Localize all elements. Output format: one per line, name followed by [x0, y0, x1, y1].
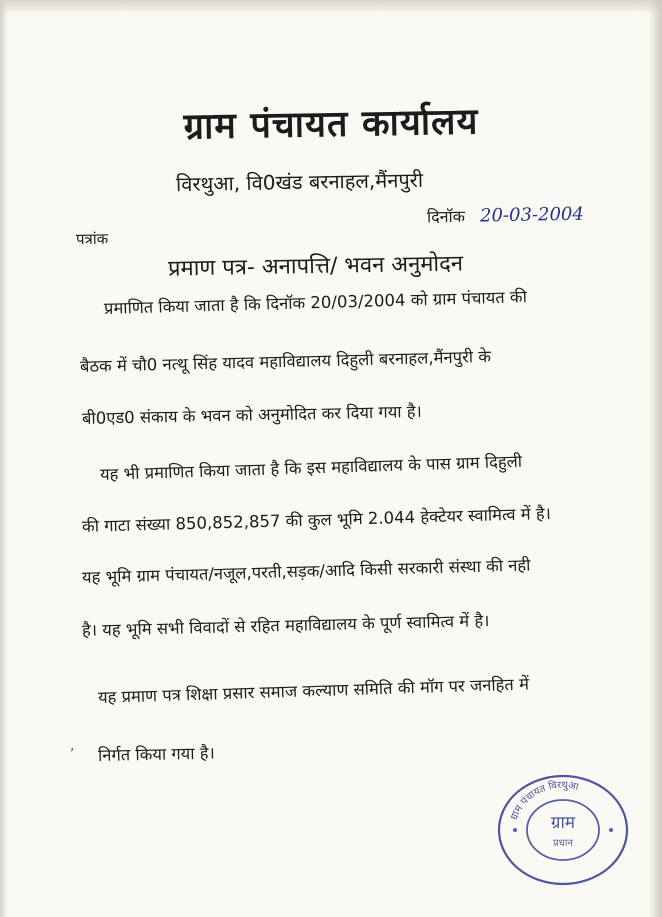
office-heading: ग्राम पंचायत कार्यालय	[183, 101, 479, 148]
seal-center-text: ग्राम	[550, 813, 576, 833]
body-line: बी0एड0 संकाय के भवन को अनुमोदित कर दिया गया है।	[81, 401, 423, 428]
body-line: यह प्रमाण पत्र शिक्षा प्रसार समाज कल्याण समिति की मॉग पर जनहित में	[97, 674, 530, 707]
body-line: है। यह भूमि सभी विवादों से रहित महाविद्यालय के पूर्ण स्वामित्व में है।	[81, 611, 490, 640]
scan-top-edge	[0, 0, 662, 14]
date-line	[427, 203, 584, 228]
body-line: निर्गत किया गया है।	[97, 743, 216, 765]
seal-dot-icon	[513, 828, 517, 832]
office-address: विरथुआ, वि0खंड बरनाहल,मैंनपुरी	[175, 167, 424, 197]
date-label: दिनॉक	[426, 206, 466, 227]
reference-label: पत्रांक	[75, 229, 109, 249]
margin-mark: ,	[70, 738, 75, 754]
handwritten-date: 20-03-2004	[479, 203, 585, 227]
body-line: यह भूमि ग्राम पंचायत/नजूल,परती,सड़क/आदि किसी सरकारी संस्था की नही	[81, 555, 531, 587]
body-line: प्रमाणित किया जाता है कि दिनॉक 20/03/2004 को ग्राम पंचायत की	[103, 287, 528, 318]
certificate-subject: प्रमाण पत्र- अनापत्ति/ भवन अनुमोदन	[167, 251, 464, 282]
body-line: बैठक में चौ0 नत्थू सिंह यादव महाविद्यालय दिहुली बरनाहल,मैंनपुरी के	[79, 346, 492, 376]
seal-outer-text: ग्राम पंचायत विरथुआ	[509, 779, 580, 822]
body-line: की गाटा संख्या 850,852,857 की कुल भूमि 2.044 हेक्टेयर स्वामित्व में है।	[81, 503, 552, 536]
panchayat-seal-stamp	[493, 770, 633, 890]
seal-sub-text: प्रधान	[553, 838, 573, 849]
seal-dot-icon	[609, 828, 613, 832]
body-line: यह भी प्रमाणित किया जाता है कि इस महाविद्यालय के पास ग्राम दिहुली	[99, 451, 523, 484]
